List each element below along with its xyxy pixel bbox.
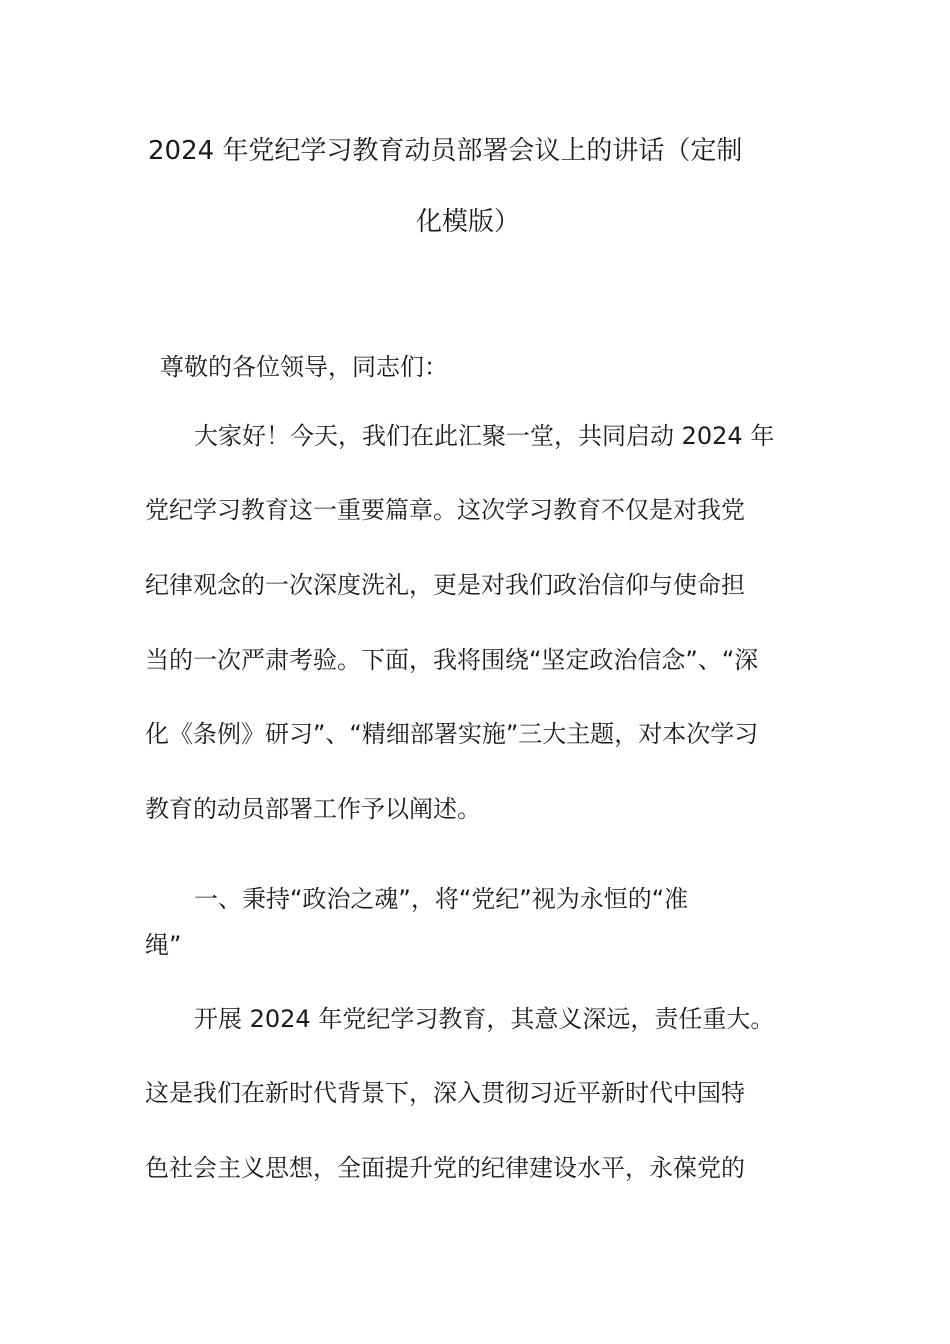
- paragraph-line: 化《条例》研习”、“精细部署实施”三大主题，对本次学习: [145, 720, 759, 748]
- paragraph-line: 开展 2024 年党纪学习教育，其意义深远，责任重大。: [194, 1005, 775, 1033]
- paragraph-line: 这是我们在新时代背景下，深入贯彻习近平新时代中国特: [145, 1079, 745, 1107]
- paragraph-line: 色社会主义思想，全面提升党的纪律建设水平，永葆党的: [145, 1154, 745, 1182]
- paragraph-line: 大家好！今天，我们在此汇聚一堂，共同启动 2024 年: [194, 422, 775, 450]
- paragraph-line: 当的一次严肃考验。下面，我将围绕“坚定政治信念”、“深: [145, 646, 759, 674]
- salutation: 尊敬的各位领导，同志们：: [160, 353, 448, 381]
- section-heading-line: 一、秉持“政治之魂”，将“党纪”视为永恒的“准: [194, 885, 689, 913]
- title-line-2: 化模版）: [416, 207, 521, 237]
- paragraph-line: 纪律观念的一次深度洗礼，更是对我们政治信仰与使命担: [145, 571, 745, 599]
- paragraph-line: 教育的动员部署工作予以阐述。: [145, 795, 481, 823]
- paragraph-line: 党纪学习教育这一重要篇章。这次学习教育不仅是对我党: [145, 496, 745, 524]
- title-line-1: 2024 年党纪学习教育动员部署会议上的讲话（定制: [148, 136, 743, 166]
- section-heading-line: 绳”: [145, 931, 182, 959]
